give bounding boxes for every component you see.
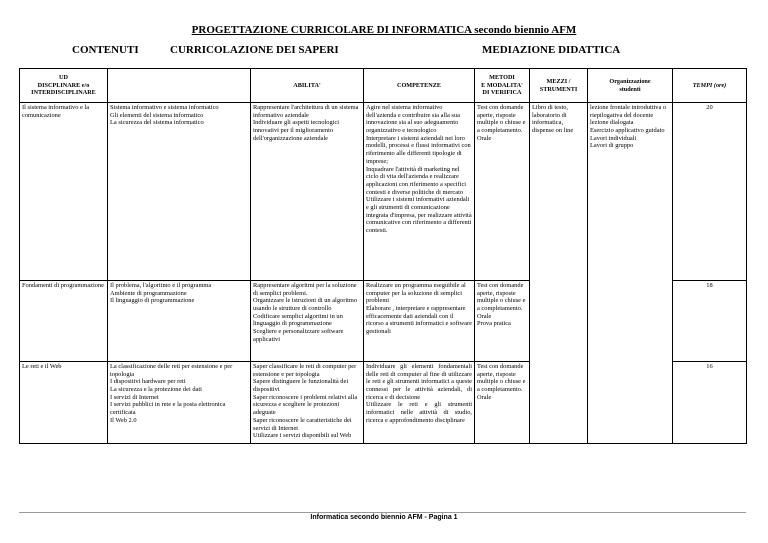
page-title: PROGETTAZIONE CURRICOLARE DI INFORMATICA secondo biennio AFM	[191, 24, 577, 36]
metodi-cell: Test con domande aperte, risposte multiple o chiuse e a completamento. Orale Prova pratica	[475, 281, 530, 362]
page-footer: Informatica secondo biennio AFM - Pagina 1	[310, 514, 458, 521]
header-ud: UD DISCPLINARE e/o INTERDISCIPLINARE	[20, 69, 108, 103]
abilita-cell: Rappresentare algoritmi per la soluzione di semplici problemi. Organizzare le istruzioni di un algoritmo usando le strutture di controllo Codificare semplici algoritmi in un linguaggio di programmazione Scegliere e personalizzare software applicativi	[251, 281, 364, 362]
curriculum-table	[19, 68, 747, 444]
tempi-cell: 18	[673, 281, 747, 362]
table-header-row	[20, 69, 747, 103]
conoscenze-cell: Il problema, l'algoritmo e il programma Ambiente di programmazione Il linguaggio di programmazione	[108, 281, 251, 362]
header-abilita: ABILITA'	[251, 69, 364, 103]
mezzi-cell: Libro di testo, laboratorio di informatica, dispense on line	[530, 103, 588, 444]
header-curricolazione: CURRICOLAZIONE DEI SAPERI	[170, 44, 339, 56]
conoscenze-cell: Sistema informativo e sistema informatico Gli elementi del sistema informatico La sicurezza del sistema informatico	[108, 103, 251, 281]
header-tempi: TEMPI (ore)	[673, 69, 747, 103]
competenze-cell: Agire nel sistema informativo dell'azienda e contribuire sia alla sua innovazione sia al suo adeguamento organizzativo e tecnologico Interpretare i sistemi aziendali nei loro modelli, processi e flussi informativi con riferimento alle differenti tipologie di imprese; Inquadrare l'attività di marketing nel ciclo di vita dell'azienda e realizzare applicazioni con riferimento a specifici contesti e diverse politiche di mercato Utilizzare i sistemi informativi aziendali e gli strumenti di comunicazione integrata d'impresa, per realizzare attività comunicative con riferimento a differenti contesti.	[364, 103, 475, 281]
header-mediazione: MEDIAZIONE DIDATTICA	[482, 44, 621, 56]
ud-cell: Le reti e il Web	[20, 362, 108, 444]
competenze-cell: Individuare gli elementi fondamentali delle reti di computer al fine di utilizzare le reti e gli strumenti informatici a queste connessi per le attività aziendali, di ricerca e di decisione Utilizzare le reti e gli strumenti informatici nelle attività di studio, ricerca e approfondimento disciplinare	[364, 362, 475, 444]
header-competenze: COMPETENZE	[364, 69, 475, 103]
competenze-cell: Realizzare un programma eseguibile al computer per la soluzione di semplici problemi Elaborare , interpretare e rappresentare efficacemente dati aziendali con il ricorso a strumenti informatici e software gestionali	[364, 281, 475, 362]
footer-divider	[19, 512, 746, 513]
metodi-cell: Test con domande aperte, risposte multiple o chiuse e a completamento. Orale	[475, 103, 530, 281]
abilita-cell: Rappresentare l'architettura di un sistema informativo aziendale Individuare gli aspetti tecnologici innovativi per il miglioramento dell'organizzazione aziendale	[251, 103, 364, 281]
organizzazione-cell: lezione frontale introduttiva o riepilogativa del docente lezione dialogata Esercizio applicativo guidato Lavori individuali Lavori di gruppo	[588, 103, 673, 444]
ud-cell: Fondamenti di programmazione	[20, 281, 108, 362]
header-organizzazione: Organizzazione studenti	[588, 69, 673, 103]
header-conoscenze	[108, 69, 251, 103]
metodi-cell: Test con domande aperte, risposte multiple o chiuse e a completamento. Orale	[475, 362, 530, 444]
ud-cell: Il sistema informativo e la comunicazione	[20, 103, 108, 281]
abilita-cell: Saper classificare le reti di computer per estensione e per topologia Sapere distinguere le funzionalità dei dispositivi Saper riconoscere i problemi relativi alla sicurezza e scegliere le protezioni adeguate Saper riconoscere le caratteristiche dei servizi di Internet Utilizzare i servizi disponibili sul Web	[251, 362, 364, 444]
header-metodi: METODI E MODALITA' DI VERIFICA	[475, 69, 530, 103]
header-contenuti: CONTENUTI	[72, 44, 139, 56]
conoscenze-cell: La classificazione delle reti per estensione e per topologia I dispositivi hardware per reti La sicurezza e la protezione dei dati I servizi di Internet I servizi pubblici in rete e la posta elettronica certificata Il Web 2.0	[108, 362, 251, 444]
header-mezzi: MEZZI / STRUMENTI	[530, 69, 588, 103]
tempi-cell: 20	[673, 103, 747, 281]
table-row	[20, 103, 747, 281]
tempi-cell: 16	[673, 362, 747, 444]
